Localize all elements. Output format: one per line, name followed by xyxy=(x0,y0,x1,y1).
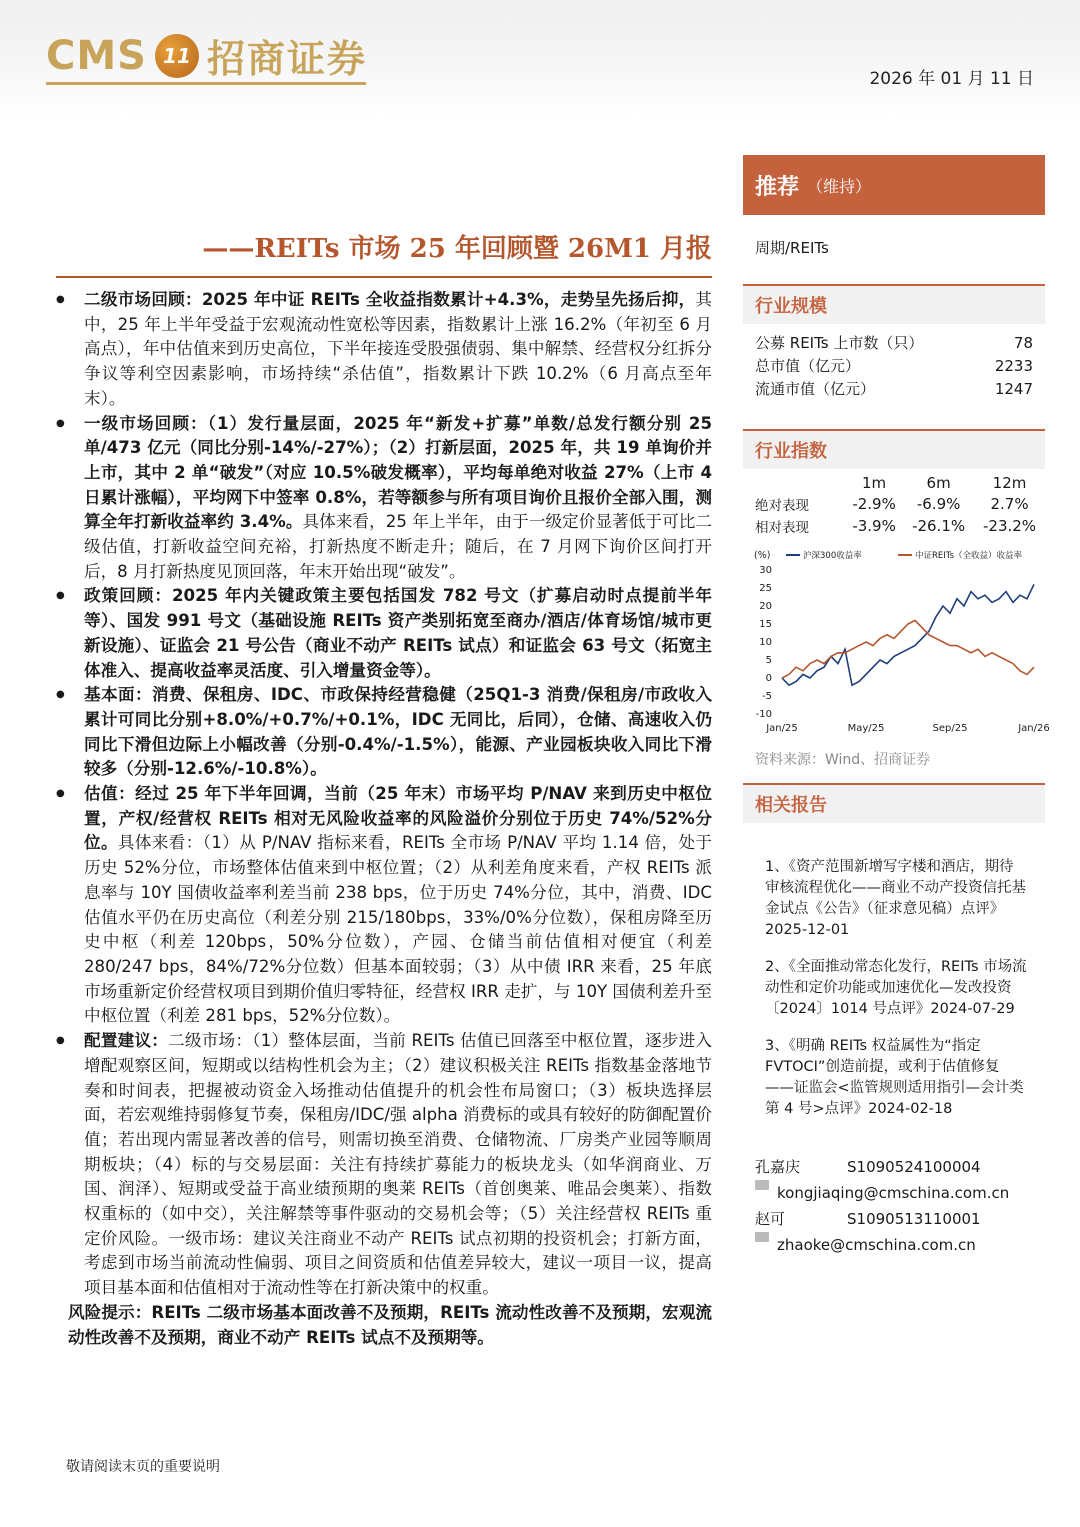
bullet-policy xyxy=(56,584,712,683)
chart-source: 资料来源：Wind、招商证券 xyxy=(755,752,931,768)
footer-note: 敬请阅读末页的重要说明 xyxy=(66,1459,220,1475)
chart-ytick-label: 5 xyxy=(765,655,772,666)
chart-ytick-label: 0 xyxy=(765,673,772,684)
bullet-bold: 经过 25 年下半年回调，当前（25 年末）市场平均 P/NAV 来到历史中枢位置，产权/经营权 REITs 相对无风险收益率的风险溢价分别位于历史 74%/52%分位。 xyxy=(84,784,712,853)
chart-ytick-label: -10 xyxy=(755,709,772,720)
scale-value: 2233 xyxy=(994,357,1033,375)
logo-underline xyxy=(46,82,366,85)
author-row xyxy=(755,1206,1045,1232)
chart-ytick-label: -5 xyxy=(762,691,772,702)
author-name: 赵可 xyxy=(755,1210,786,1228)
logo xyxy=(46,28,367,83)
bullet-lead: 配置建议： xyxy=(84,1031,169,1051)
bullet-bold: 2025 年内关键政策主要包括国发 782 号文（扩募启动时点提前半年等）、国发 991 号文（基础设施 REITs 资产类别拓宽至商办/酒店/体育场馆/城市更新设施）、证监会 21 号公告（商业不动产 REITs 试点）和证监会 63 号文（拓宽主体准入、提高收益率灵活度、引入增量资金等）。 xyxy=(84,586,713,680)
mail-icon xyxy=(755,1180,769,1190)
reports-heading: 相关报告 xyxy=(743,783,1045,823)
index-cell: -3.9% xyxy=(852,517,896,535)
risk-lead: 风险提示： xyxy=(68,1302,152,1322)
author-code: S1090513110001 xyxy=(847,1210,981,1228)
chart-legend-label: 沪深300收益率 xyxy=(803,551,862,561)
bullet-text: 具体来看，25 年上半年，由于一级定价显著低于可比二级估值，打新收益空间充裕，打新热度不断走升；随后，在 7 月网下询价区间打开后，8 月打新热度见顶回落，年末开始出现“破发”。 xyxy=(84,512,712,581)
index-row-relative xyxy=(743,515,1045,537)
related-reports xyxy=(743,823,1045,1120)
rating-label: 推荐 xyxy=(755,173,800,200)
index-cell: -2.9% xyxy=(852,495,896,513)
index-cell: -6.9% xyxy=(916,495,961,513)
index-row-label: 绝对表现 xyxy=(755,498,809,514)
bullet-secondary-market xyxy=(56,288,712,412)
author-name: 孔嘉庆 xyxy=(755,1158,801,1176)
scale-heading: 行业规模 xyxy=(743,284,1045,324)
chart-xtick-label: Jan/25 xyxy=(766,723,798,734)
scale-row xyxy=(743,378,1045,401)
index-heading: 行业指数 xyxy=(743,429,1045,469)
author-email-row xyxy=(755,1232,1045,1258)
related-report-link[interactable]: 2、《全面推动常态化发行，REITs 市场流动性和定价功能或加速优化—发改投资〔2024〕1014 号点评》2024-07-29 xyxy=(765,959,1027,1017)
bullet-lead: 基本面： xyxy=(84,685,152,705)
main-content xyxy=(56,288,712,1350)
scale-label: 公募 REITs 上市数（只） xyxy=(755,334,924,352)
related-report-link[interactable]: 3、《明确 REITs 权益属性为“指定 FVTOCI”创造前提，或利于估值修复——证监会<监管规则适用指引—会计类第 4 号>点评》2024-02-18 xyxy=(765,1038,1024,1117)
bullet-allocation xyxy=(56,1029,712,1301)
report-date: 2026 年 01 月 11 日 xyxy=(869,69,1034,89)
mail-icon xyxy=(755,1232,769,1242)
index-row-absolute xyxy=(743,493,1045,515)
scale-label: 流通市值（亿元） xyxy=(755,380,876,398)
rating-sub: （维持） xyxy=(807,176,872,196)
scale-value: 78 xyxy=(1013,334,1033,352)
chart-ytick-label: 25 xyxy=(759,583,772,594)
logo-cn-text: 招商证券 xyxy=(206,36,367,81)
chart-series-line-hs300 xyxy=(782,584,1034,685)
authors xyxy=(743,1154,1045,1258)
rating-box xyxy=(743,155,1045,215)
index-col-header: 6m xyxy=(926,474,951,492)
risk-text: REITs 二级市场基本面改善不及预期，REITs 流动性改善不及预期，宏观流动性改善不及预期，商业不动产 REITs 试点不及预期等。 xyxy=(68,1302,713,1347)
sector-label: 周期/REITs xyxy=(755,239,829,257)
index-corner xyxy=(743,473,845,493)
bullet-text: 具体来看：（1）从 P/NAV 指标来看，REITs 全市场 P/NAV 平均 1.14 倍，处于历史 52%分位，市场整体估值来到中枢位置；（2）从利差角度来看，产权 REITs 派息率与 10Y 国债收益率利差当前 238 bps，位于历史 74%分位，其中，消费、IDC 估值水平仍在历史高位（利差分别 215/180bps，33%/0%分位数），保租房降至历史中枢（利差 120bps，50%分位数），产园、仓储当前估值相对便宜（利差 280/247 bps，84%/72%分位数）但基本面较弱；（3）从中债 IRR 来看，25 年底市场重新定价经营权项目到期价值归零特征，经营权 IRR 走扩，与 10Y 国债利差升至中枢位置（利差 281 bps，52%分位数）。 xyxy=(84,833,712,1026)
chart-ylabel: (%) xyxy=(754,550,771,561)
author-email[interactable]: kongjiaqing@cmschina.com.cn xyxy=(777,1184,1010,1202)
bullet-lead: 估值： xyxy=(84,784,136,804)
report-title: ——REITs 市场 25 年回顾暨 26M1 月报 xyxy=(202,234,712,264)
index-row-label: 相对表现 xyxy=(755,520,809,536)
scale-label: 总市值（亿元） xyxy=(755,357,861,375)
index-cell: -26.1% xyxy=(912,517,966,535)
logo-cms-text: CMS xyxy=(46,32,147,79)
chart-ytick-label: 30 xyxy=(759,565,772,576)
bullet-lead: 政策回顾： xyxy=(84,586,172,606)
bullet-text: 其中，25 年上半年受益于宏观流动性宽松等因素，指数累计上涨 16.2%（年初至 6 月高点），年中估值来到历史高位，下半年接连受股强债弱、集中解禁、经营权分红拆分争议等利空因素影响，市场持续“杀估值”，指数累计下跌 10.2%（6 月高点至年末）。 xyxy=(84,290,713,408)
chart-ytick-label: 20 xyxy=(759,601,772,612)
scale-row xyxy=(743,355,1045,378)
bullet-lead: 二级市场回顾： xyxy=(84,290,202,309)
summary-bullets xyxy=(56,288,712,1301)
index-cell: -23.2% xyxy=(982,517,1037,535)
index-chart xyxy=(752,548,1050,738)
index-col-header: 12m xyxy=(992,474,1027,492)
index-cell: 2.7% xyxy=(990,495,1029,513)
chart-xtick-label: Sep/25 xyxy=(932,723,968,734)
bullet-primary-market xyxy=(56,412,712,585)
bullet-lead: 一级市场回顾： xyxy=(84,413,208,433)
index-header-row xyxy=(743,473,1045,493)
chart-ytick-label: 10 xyxy=(759,637,772,648)
author-code: S1090524100004 xyxy=(847,1158,981,1176)
risk-warning xyxy=(68,1301,712,1350)
bullet-bold: 消费、保租房、IDC、市政保持经营稳健（25Q1-3 消费/保租房/市政收入累计可同比分别+8.0%/+0.7%/+0.1%，IDC 无同比，后同），仓储、高速收入仍同比下滑但边际上小幅改善（分别-0.4%/-1.5%），能源、产业园板块收入同比下滑较多（分别-12.6%/-10.8%）。 xyxy=(84,685,713,779)
chart-xtick-label: Jan/26 xyxy=(1018,723,1050,734)
index-table xyxy=(743,473,1045,537)
title-divider xyxy=(56,276,712,278)
related-report-link[interactable]: 1、《资产范围新增写字楼和酒店，期待审核流程优化——商业不动产投资信托基金试点《公告》（征求意见稿）点评》2025-12-01 xyxy=(765,859,1026,938)
scale-value: 1247 xyxy=(994,380,1033,398)
scale-list xyxy=(743,332,1045,401)
scale-row xyxy=(743,332,1045,355)
author-email-row xyxy=(755,1180,1045,1206)
chart-ytick-label: 15 xyxy=(759,619,772,630)
bullet-valuation xyxy=(56,782,712,1029)
bullet-text: 二级市场：（1）整体层面，当前 REITs 估值已回落至中枢位置，逐步进入增配观察区间，短期或以结构性机会为主；（2）建议积极关注 REITs 指数基金落地节奏和时间表，把握被动资金入场推动估值提升的机会性布局窗口；（3）板块选择层面，若宏观维持弱修复节奏，保租房/IDC/强 alpha 消费标的或具有较好的防御配置价值；若出现内需显著改善的信号，则需切换至消费、仓储物流、厂房类产业园等顺周期板块；（4）标的与交易层面：关注有持续扩募能力的板块龙头（如华润商业、万国、润泽）、短期或受益于高业绩预期的奥莱 REITs（首创奥莱、唯品会奥莱）、指数权重标的（如中交），关注解禁等事件驱动的交易机会等；（5）关注经营权 REITs 重定价风险。一级市场：建议关注商业不动产 REITs 试点初期的投资机会；打新方面，考虑到市场当前流动性偏弱、项目之间资质和估值差异较大，建议一项目一议，提高项目基本面和估值相对于流动性等在打新决策中的权重。 xyxy=(84,1031,713,1298)
bullet-bold: （1）发行量层面，2025 年“新发+扩募”单数/总发行额分别 25 单/473 亿元（同比分别-14%/-27%）；（2）打新层面，2025 年，共 19 单询价并上市，其中 2 单“破发”（对应 10.5%破发概率），平均每单绝对收益 27%（上市 4 日累计涨幅），平均网下中签率 0.8%，若等额参与所有项目询价且报价全部入围，测算全年打新收益率约 3.4%。 xyxy=(84,413,713,532)
logo-badge-icon: 11 xyxy=(155,34,199,78)
index-col-header: 1m xyxy=(862,474,887,492)
chart-legend-label: 中证REITs（全收益）收益率 xyxy=(915,551,1022,561)
index-chart-svg xyxy=(752,548,1050,738)
author-row xyxy=(755,1154,1045,1180)
bullet-bold: 2025 年中证 REITs 全收益指数累计+4.3%，走势呈先扬后抑， xyxy=(201,290,696,309)
bullet-fundamentals xyxy=(56,683,712,782)
chart-xtick-label: May/25 xyxy=(847,723,885,734)
author-email[interactable]: zhaoke@cmschina.com.cn xyxy=(777,1236,976,1254)
